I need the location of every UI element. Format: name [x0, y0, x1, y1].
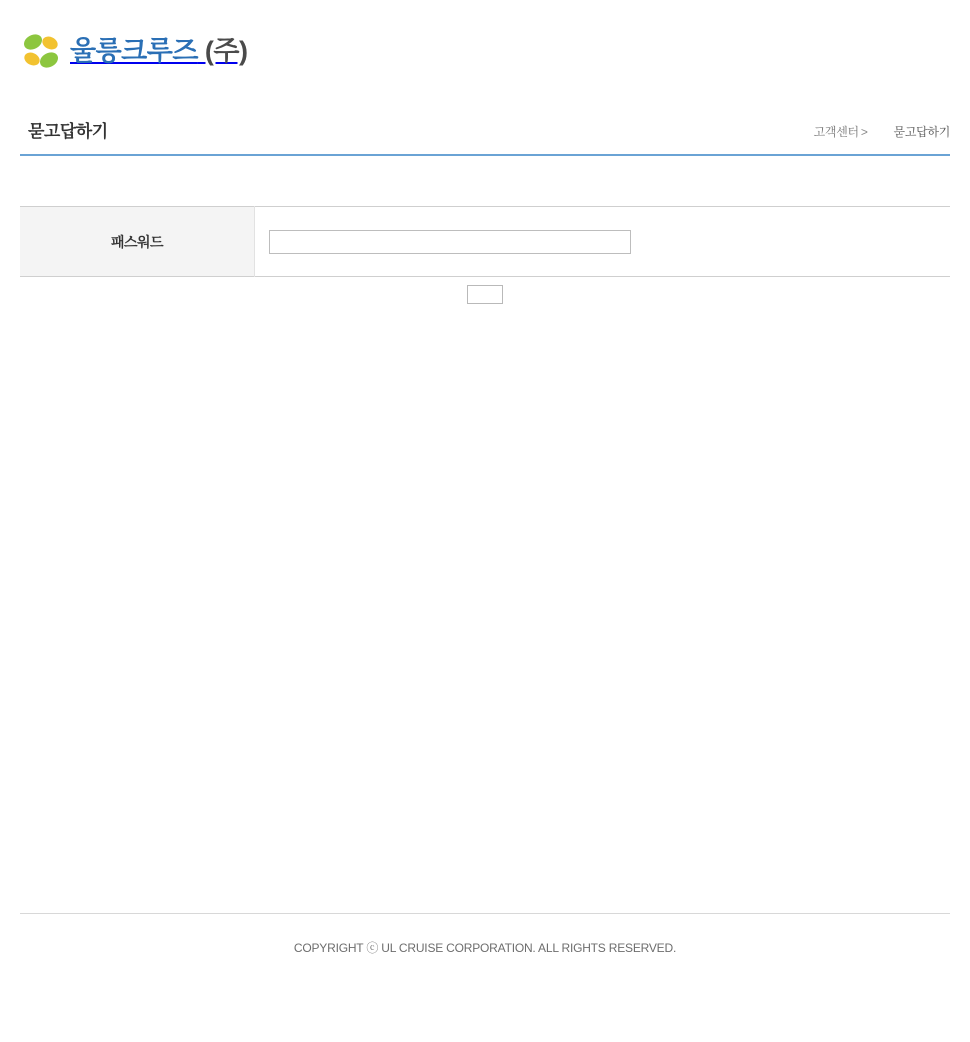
- site-header: [0, 0, 970, 104]
- site-logo[interactable]: [20, 30, 248, 72]
- main-content: [20, 156, 950, 308]
- table-row: [20, 207, 950, 277]
- logo-text: [70, 35, 248, 66]
- site-footer: [20, 913, 950, 956]
- breadcrumb: [814, 123, 950, 140]
- page-title-bar: [20, 104, 950, 156]
- page-title: 묻고답하기: [28, 122, 108, 141]
- password-label: 패스워드: [20, 207, 255, 277]
- pinwheel-flower-icon: [20, 30, 62, 72]
- breadcrumb-separator: >: [860, 125, 868, 139]
- submit-row: [20, 285, 950, 308]
- submit-button[interactable]: [467, 285, 503, 304]
- breadcrumb-parent[interactable]: 고객센터: [813, 125, 859, 139]
- logo-text-main: 울릉크루즈: [70, 35, 198, 66]
- password-field-cell: [255, 207, 951, 277]
- logo-text-suffix: (주): [197, 35, 248, 66]
- password-input[interactable]: [269, 230, 631, 254]
- breadcrumb-current: 묻고답하기: [893, 125, 950, 139]
- copyright-text: COPYRIGHT ⓒ UL CRUISE CORPORATION. ALL RIGHTS RESERVED.: [293, 941, 677, 955]
- password-form-table: [20, 206, 950, 277]
